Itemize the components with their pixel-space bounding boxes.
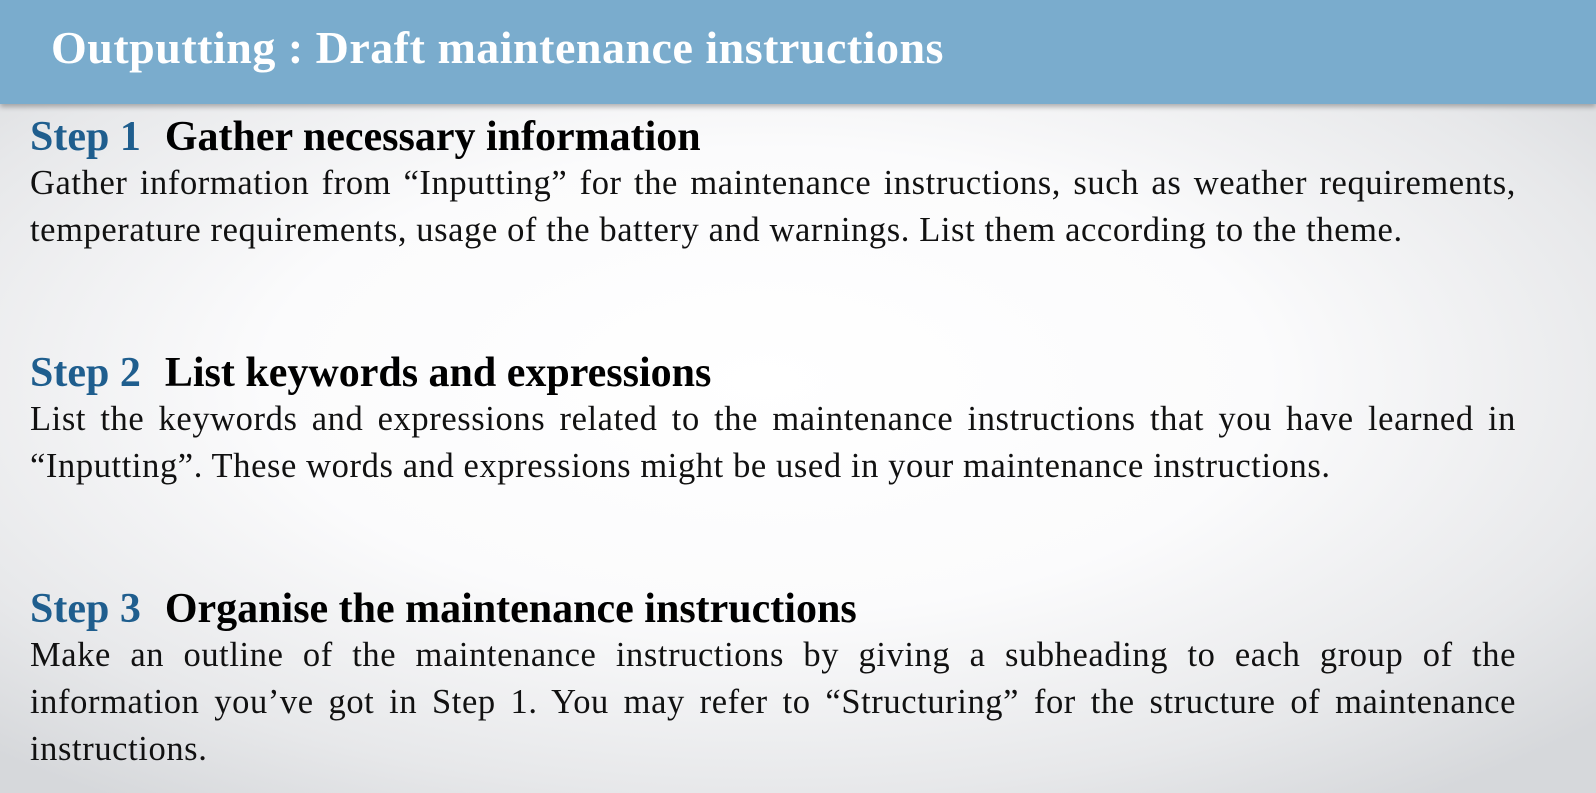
step-1: [30, 114, 1516, 254]
step-1-body: Gather information from “Inputting” for the maintenance instructions, such as weather requirements, temperature requirements, usage of the battery and warnings. List them according to the theme.: [30, 164, 1516, 249]
step-3: [30, 586, 1516, 773]
title-bar: [0, 0, 1596, 104]
page-title: Outputting : Draft maintenance instructions: [51, 22, 944, 73]
step-3-heading: [30, 586, 1516, 632]
step-2-body: List the keywords and expressions related to the maintenance instructions that you have learned in “Inputting”. These words and expressions might be used in your maintenance instructions.: [30, 400, 1516, 485]
step-1-heading: [30, 114, 1516, 160]
step-3-label: Step 3: [30, 586, 141, 632]
step-2: [30, 350, 1516, 490]
step-3-title: Organise the maintenance instructions: [164, 586, 857, 632]
step-2-label: Step 2: [30, 350, 141, 396]
step-2-heading: [30, 350, 1516, 396]
step-2-title: List keywords and expressions: [164, 350, 712, 396]
step-3-body: Make an outline of the maintenance instructions by giving a subheading to each group of the information you’ve got in Step 1. You may refer to “Structuring” for the structure of maintenance instructions.: [30, 636, 1516, 768]
step-1-label: Step 1: [30, 114, 141, 160]
step-1-title: Gather necessary information: [164, 114, 701, 160]
